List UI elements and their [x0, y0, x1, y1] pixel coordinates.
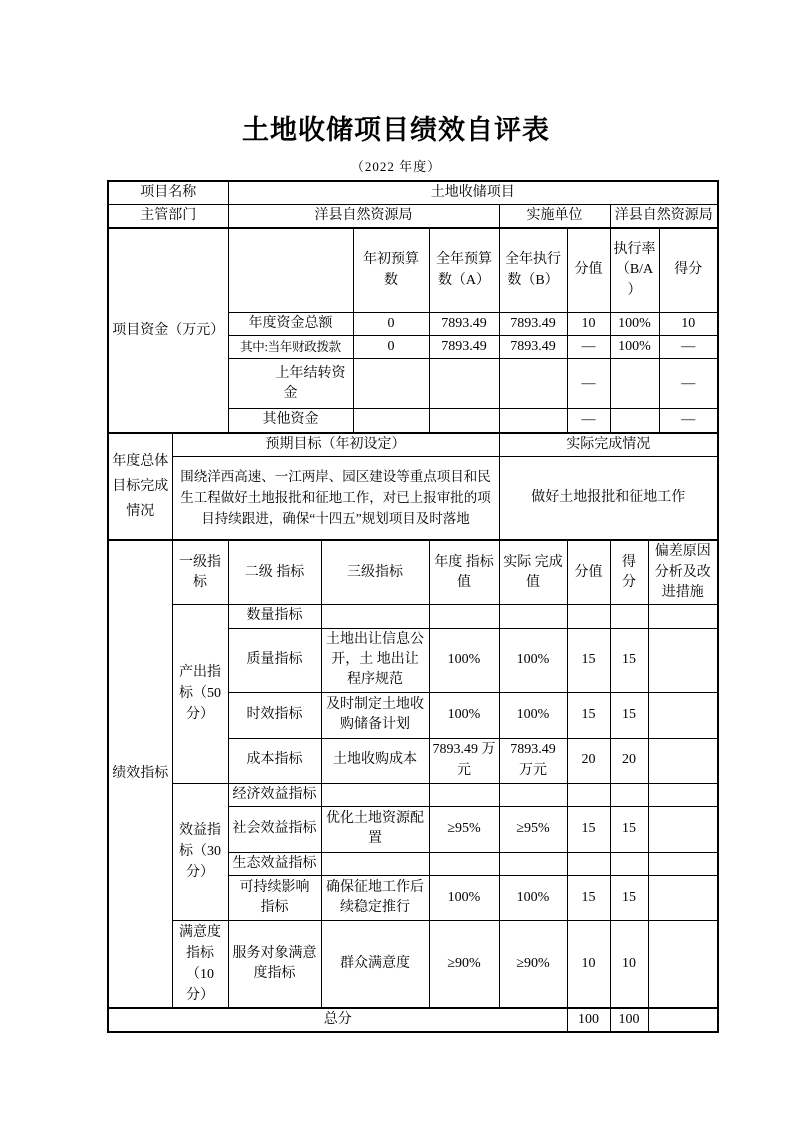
cell-total-score-value: 100: [567, 1008, 610, 1032]
row-goal-header: [108, 433, 718, 457]
cell-level3: [321, 852, 429, 875]
cell-score: 15: [610, 806, 648, 852]
document-subtitle: （2022 年度）: [350, 158, 442, 174]
cell-score-value: [567, 783, 610, 806]
row-goal-body: [108, 456, 718, 540]
cell-actual: 100%: [499, 876, 567, 921]
cell-actual: [499, 605, 567, 628]
cell-total-score: 100: [610, 1008, 648, 1032]
cell-level2: 服务对象满意度指标: [228, 921, 321, 1009]
cell-deviation: [648, 605, 718, 628]
cell-fund-row-label: 其他资金: [228, 409, 353, 433]
cell-fund-budget: [429, 409, 499, 433]
cell-deviation: [648, 876, 718, 921]
cell-level2: 质量指标: [228, 628, 321, 692]
cell-fund-initial: [353, 359, 429, 409]
cell-deviation: [648, 783, 718, 806]
cell-fund-budget: 7893.49: [429, 312, 499, 335]
cell-funds-section-label: 项目资金（万元）: [108, 228, 228, 432]
cell-project-name-value: 土地收储项目: [228, 181, 718, 205]
cell-score: 15: [610, 876, 648, 921]
cell-group-satisfaction-label: 满意度指标（10 分）: [172, 921, 228, 1009]
cell-deviation: [648, 628, 718, 692]
cell-actual: ≥90%: [499, 921, 567, 1009]
cell-dept-value: 洋县自然资源局: [228, 204, 499, 228]
cell-fund-score-value: —: [567, 409, 610, 433]
cell-fund-row-label: 其中:当年财政拨款: [228, 336, 353, 359]
cell-funds-header-annual-execution: 全年执行数（B）: [499, 228, 567, 312]
cell-ind-header-target: 年度 指标值: [429, 540, 499, 604]
cell-fund-score: —: [659, 359, 718, 409]
cell-fund-initial: 0: [353, 336, 429, 359]
cell-funds-header-score-value: 分值: [567, 228, 610, 312]
cell-ind-header-deviation: 偏差原因分析及改进措施: [648, 540, 718, 604]
cell-fund-rate: 100%: [610, 336, 659, 359]
cell-deviation: [648, 692, 718, 738]
cell-score-value: [567, 852, 610, 875]
cell-score: 20: [610, 738, 648, 783]
cell-total-label: 总分: [108, 1008, 567, 1032]
cell-level3: 及时制定土地收购储备计划: [321, 692, 429, 738]
cell-fund-rate: [610, 359, 659, 409]
cell-fund-budget: 7893.49: [429, 336, 499, 359]
cell-level3: [321, 783, 429, 806]
cell-fund-score-value: —: [567, 336, 610, 359]
cell-fund-execution: [499, 409, 567, 433]
cell-score-value: 15: [567, 692, 610, 738]
row-economic-indicator: [108, 783, 718, 806]
cell-actual: 100%: [499, 692, 567, 738]
cell-score: 15: [610, 628, 648, 692]
cell-group-output-label: 产出指标（50 分）: [172, 605, 228, 783]
cell-level3: 土地出让信息公开，土 地出让程序规范: [321, 628, 429, 692]
cell-ind-header-score-value: 分值: [567, 540, 610, 604]
cell-fund-row-label: 上年结转资金: [228, 359, 353, 409]
cell-target: [429, 783, 499, 806]
cell-score: 15: [610, 692, 648, 738]
cell-deviation: [648, 806, 718, 852]
cell-target: 100%: [429, 876, 499, 921]
cell-impl-value: 洋县自然资源局: [610, 204, 718, 228]
cell-ind-header-score: 得 分: [610, 540, 648, 604]
cell-target: 7893.49 万元: [429, 738, 499, 783]
cell-score: [610, 852, 648, 875]
cell-target: [429, 852, 499, 875]
cell-actual: 100%: [499, 628, 567, 692]
cell-fund-rate: 100%: [610, 312, 659, 335]
cell-fund-execution: [499, 359, 567, 409]
cell-ind-header-level3: 三级指标: [321, 540, 429, 604]
cell-level3: [321, 605, 429, 628]
cell-fund-rate: [610, 409, 659, 433]
cell-project-name-label: 项目名称: [108, 181, 228, 205]
cell-goal-section-label: 年度总体目标完成情况: [108, 433, 172, 541]
cell-actual: ≥95%: [499, 806, 567, 852]
cell-fund-execution: 7893.49: [499, 336, 567, 359]
cell-fund-score: 10: [659, 312, 718, 335]
cell-score: [610, 783, 648, 806]
cell-level2: 生态效益指标: [228, 852, 321, 875]
cell-target: [429, 605, 499, 628]
cell-goal-actual-text: 做好土地报批和征地工作: [499, 456, 718, 540]
cell-score: 10: [610, 921, 648, 1009]
cell-funds-header-annual-budget: 全年预算数（A）: [429, 228, 499, 312]
cell-dept-label: 主管部门: [108, 204, 228, 228]
cell-fund-initial: 0: [353, 312, 429, 335]
cell-deviation: [648, 852, 718, 875]
cell-ind-header-level2: 二级 指标: [228, 540, 321, 604]
document-title: 土地收储项目绩效自评表: [242, 115, 550, 145]
cell-impl-label: 实施单位: [499, 204, 610, 228]
cell-fund-score-value: 10: [567, 312, 610, 335]
cell-ind-header-actual: 实际 完成值: [499, 540, 567, 604]
cell-level3: 优化土地资源配置: [321, 806, 429, 852]
cell-level2: 社会效益指标: [228, 806, 321, 852]
cell-actual: [499, 783, 567, 806]
cell-level2: 成本指标: [228, 738, 321, 783]
cell-target: ≥95%: [429, 806, 499, 852]
cell-target: 100%: [429, 628, 499, 692]
cell-total-deviation: [648, 1008, 718, 1032]
cell-level2: 可持续影响 指标: [228, 876, 321, 921]
evaluation-table: [107, 180, 719, 1034]
cell-score: [610, 605, 648, 628]
cell-ind-header-level1: 一级指标: [172, 540, 228, 604]
row-departments: [108, 204, 718, 228]
cell-score-value: 20: [567, 738, 610, 783]
cell-level3: 群众满意度: [321, 921, 429, 1009]
cell-level2: 经济效益指标: [228, 783, 321, 806]
cell-goal-expected-header: 预期目标（年初设定）: [172, 433, 499, 457]
cell-deviation: [648, 738, 718, 783]
cell-level2: 数量指标: [228, 605, 321, 628]
row-funds-header: [108, 228, 718, 312]
cell-level3: 确保征地工作后续稳定推行: [321, 876, 429, 921]
cell-target: ≥90%: [429, 921, 499, 1009]
cell-score-value: 10: [567, 921, 610, 1009]
row-total-score: [108, 1008, 718, 1032]
cell-funds-header-score: 得分: [659, 228, 718, 312]
cell-fund-initial: [353, 409, 429, 433]
cell-indicators-section-label: 绩效指标: [108, 540, 172, 1008]
row-project-name: [108, 181, 718, 205]
cell-fund-budget: [429, 359, 499, 409]
cell-group-benefit-label: 效益指标（30 分）: [172, 783, 228, 921]
cell-level2: 时效指标: [228, 692, 321, 738]
cell-score-value: [567, 605, 610, 628]
cell-funds-header-execution-rate: 执行率（B/A）: [610, 228, 659, 312]
cell-target: 100%: [429, 692, 499, 738]
cell-score-value: 15: [567, 628, 610, 692]
cell-goal-expected-text: 围绕洋西高速、一江两岸、园区建设等重点项目和民生工程做好土地报批和征地工作，对已上报审批的项目持续跟进，确保“十四五”规划项目及时落地: [172, 456, 499, 540]
cell-funds-header-blank: [228, 228, 353, 312]
cell-actual: 7893.49 万元: [499, 738, 567, 783]
cell-fund-row-label: 年度资金总额: [228, 312, 353, 335]
cell-fund-score-value: —: [567, 359, 610, 409]
cell-score-value: 15: [567, 876, 610, 921]
cell-fund-score: —: [659, 336, 718, 359]
cell-funds-header-initial-budget: 年初预算数: [353, 228, 429, 312]
row-indicators-header: [108, 540, 718, 604]
cell-level3: 土地收购成本: [321, 738, 429, 783]
cell-score-value: 15: [567, 806, 610, 852]
cell-fund-score: —: [659, 409, 718, 433]
row-satisfaction-indicator: [108, 921, 718, 1009]
cell-goal-actual-header: 实际完成情况: [499, 433, 718, 457]
row-quantity-indicator: [108, 605, 718, 628]
cell-actual: [499, 852, 567, 875]
cell-deviation: [648, 921, 718, 1009]
cell-fund-execution: 7893.49: [499, 312, 567, 335]
